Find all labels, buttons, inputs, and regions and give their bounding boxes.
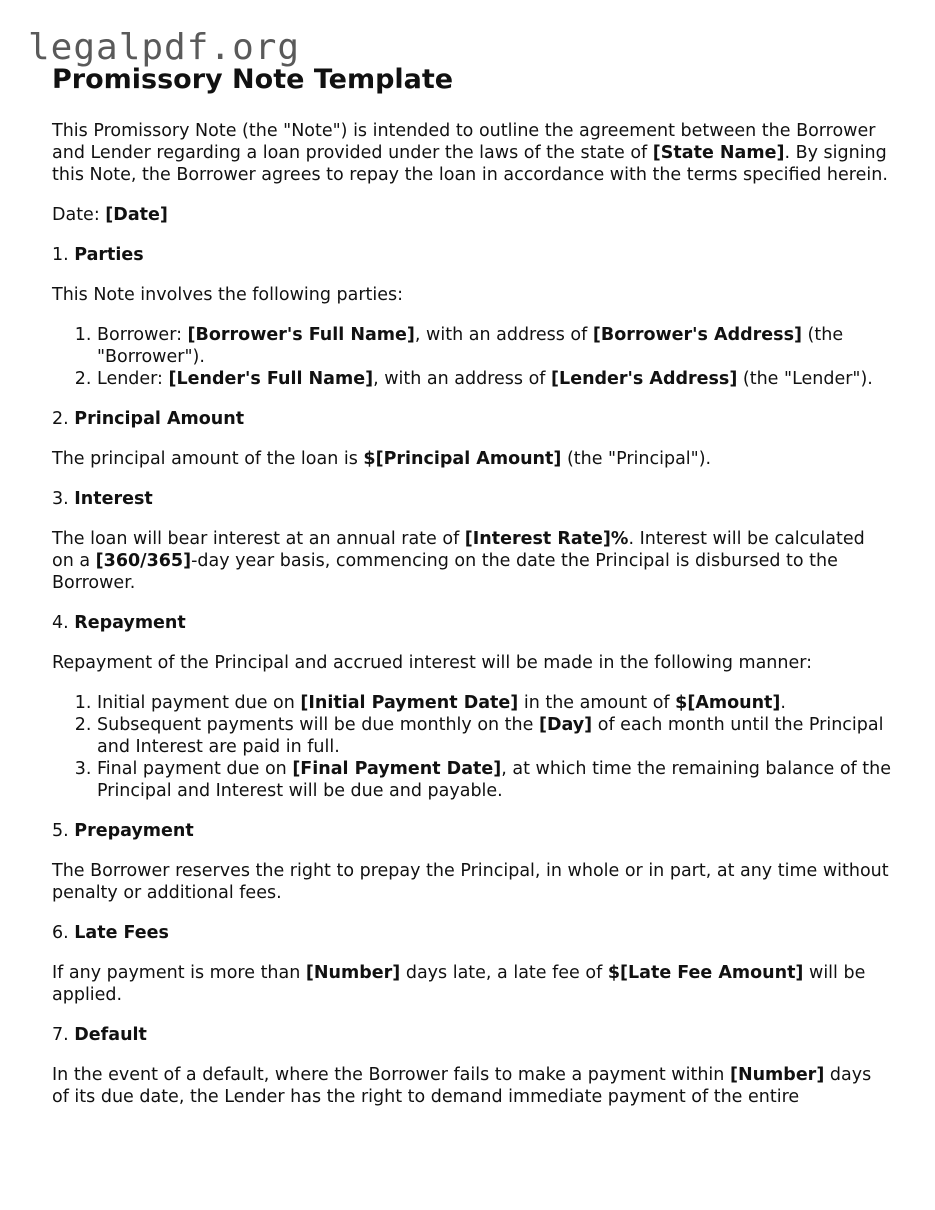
intro-text: This Promissory Note (the "Note") is intended to outline the agreement between the Borrower and Lender regarding a loan provided under the laws of the state of [52,121,876,163]
borrower-name-placeholder: [Borrower's Full Name] [187,325,415,345]
body-text: In the event of a default, where the Borrower fails to make a payment within [52,1065,730,1085]
intro-paragraph [52,120,892,186]
body-text: -day year basis, commencing on the date the Principal is disbursed to the Borrower. [52,551,838,593]
list-text: , with an address of [373,369,552,389]
list-item-subsequent-payments [97,714,892,758]
body-text: (the "Principal"). [561,449,712,469]
list-text: Lender: [97,369,169,389]
section-number: 2. [52,409,75,429]
body-text: will be applied. [52,963,866,1005]
date-placeholder: [Date] [105,205,168,225]
body-text: The loan will bear interest at an annual rate of [52,529,465,549]
date-label: Date: [52,205,106,225]
borrower-address-placeholder: [Borrower's Address] [592,325,802,345]
day-basis-placeholder: [360/365] [95,551,192,571]
section-number: 5. [52,821,75,841]
section-number: 3. [52,489,75,509]
lender-address-placeholder: [Lender's Address] [551,369,738,389]
document-page [52,62,892,1126]
late-fee-amount-placeholder: $[Late Fee Amount] [607,963,804,983]
list-text: Borrower: [97,325,188,345]
initial-payment-date-placeholder: [Initial Payment Date] [300,693,519,713]
list-text: in the amount of [518,693,676,713]
repayment-intro: Repayment of the Principal and accrued interest will be made in the following manner: [52,653,813,673]
section-number: 4. [52,613,75,633]
list-item-initial-payment [97,692,892,714]
late-fees-paragraph [52,962,892,1006]
section-heading-prepayment [52,820,892,842]
day-placeholder: [Day] [538,715,593,735]
section-number: 7. [52,1025,75,1045]
lender-name-placeholder: [Lender's Full Name] [168,369,374,389]
interest-paragraph [52,528,892,594]
section-heading-repayment [52,612,892,634]
section-number: 6. [52,923,75,943]
repayment-list [52,692,892,802]
section-heading-late-fees [52,922,892,944]
date-line [52,204,892,226]
parties-intro: This Note involves the following parties: [52,285,404,305]
section-title: Parties [74,245,144,265]
section-heading-parties [52,244,892,266]
watermark: legalpdf.org [28,27,301,68]
interest-rate-placeholder: [Interest Rate]% [464,529,629,549]
document-title: Promissory Note Template [52,64,454,95]
list-item-borrower [97,324,892,368]
section-title: Prepayment [74,821,194,841]
section-number: 1. [52,245,75,265]
section-heading-default [52,1024,892,1046]
list-text: (the "Lender"). [737,369,873,389]
principal-paragraph [52,448,892,470]
prepayment-paragraph: The Borrower reserves the right to prepay the Principal, in whole or in part, at any time without penalty or additional fees. [52,861,889,903]
body-text: If any payment is more than [52,963,306,983]
body-text: The principal amount of the loan is [52,449,364,469]
parties-list [52,324,892,390]
number-placeholder: [Number] [729,1065,825,1085]
section-title: Late Fees [74,923,169,943]
final-payment-date-placeholder: [Final Payment Date] [292,759,502,779]
amount-placeholder: $[Amount] [675,693,781,713]
list-text: , at which time the remaining balance of the Principal and Interest will be due and payable. [97,759,891,801]
section-heading-principal [52,408,892,430]
list-text: of each month until the Principal and Interest are paid in full. [97,715,884,757]
section-title: Repayment [74,613,186,633]
body-text: days of its due date, the Lender has the right to demand immediate payment of the entire [52,1065,872,1107]
section-title: Interest [74,489,153,509]
list-text: Initial payment due on [97,693,301,713]
body-text: days late, a late fee of [400,963,608,983]
list-text: (the "Borrower"). [97,325,844,367]
list-text: . [780,693,786,713]
state-name-placeholder: [State Name] [652,143,785,163]
list-item-final-payment [97,758,892,802]
section-title: Default [74,1025,147,1045]
list-text: Final payment due on [97,759,293,779]
body-text: . Interest will be calculated on a [52,529,865,571]
section-heading-interest [52,488,892,510]
number-placeholder: [Number] [305,963,401,983]
section-title: Principal Amount [74,409,245,429]
default-paragraph [52,1064,892,1108]
principal-amount-placeholder: $[Principal Amount] [363,449,562,469]
list-text: , with an address of [414,325,593,345]
list-text: Subsequent payments will be due monthly on the [97,715,539,735]
list-item-lender [97,368,892,390]
intro-text: . By signing this Note, the Borrower agrees to repay the loan in accordance with the terms specified herein. [52,143,888,185]
